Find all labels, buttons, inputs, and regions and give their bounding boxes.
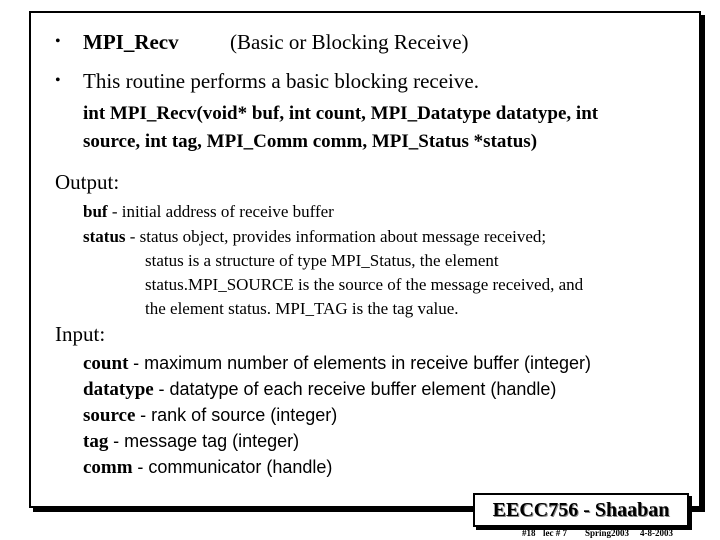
param-description: - initial address of receive buffer: [111, 202, 334, 221]
input-datatype-row: [83, 379, 556, 401]
output-status-row: [83, 227, 546, 247]
lecture-number: lec # 7: [543, 528, 567, 538]
bullet-marker: •: [55, 72, 61, 89]
title-description: (Basic or Blocking Receive): [230, 30, 469, 54]
status-description-line: status.MPI_SOURCE is the source of the message received, and: [145, 275, 584, 294]
param-description: - communicator (handle): [137, 457, 333, 477]
status-description-line: status is a structure of type MPI_Status, the element: [145, 251, 499, 270]
input-heading: Input:: [55, 322, 106, 346]
param-description: - rank of source (integer): [140, 405, 338, 425]
date-label: 4-8-2003: [640, 528, 673, 538]
status-description-line: the element status. MPI_TAG is the tag value.: [145, 299, 459, 318]
term-label: Spring2003: [585, 528, 630, 538]
param-name: datatype: [83, 379, 154, 400]
param-description: - datatype of each receive buffer element (handle): [158, 379, 557, 399]
param-description: - maximum number of elements in receive buffer (integer): [133, 353, 592, 373]
param-name: comm: [83, 457, 133, 478]
title-function-name: MPI_Recv: [83, 30, 179, 54]
signature-line-1: int MPI_Recv(void* buf, int count, MPI_Datatype datatype, int: [83, 103, 599, 124]
signature-line-2: source, int tag, MPI_Comm comm, MPI_Status *status): [83, 131, 538, 152]
param-name: status: [83, 227, 126, 246]
output-heading: Output:: [55, 170, 120, 194]
input-comm-row: [83, 457, 332, 479]
course-badge: EECC756 - Shaaban: [473, 493, 689, 527]
param-name: buf: [83, 202, 108, 221]
param-name: tag: [83, 431, 109, 452]
input-tag-row: [83, 431, 299, 453]
input-source-row: [83, 405, 337, 427]
slide-number: #18: [522, 528, 536, 538]
param-name: source: [83, 405, 136, 426]
param-name: count: [83, 353, 129, 374]
param-description: - message tag (integer): [113, 431, 300, 451]
bullet-marker: •: [55, 33, 61, 50]
param-description: - status object, provides information about message received;: [129, 227, 547, 246]
output-buf-row: [83, 202, 334, 222]
bullet-description: This routine performs a basic blocking receive.: [83, 69, 479, 93]
input-count-row: [83, 353, 591, 375]
